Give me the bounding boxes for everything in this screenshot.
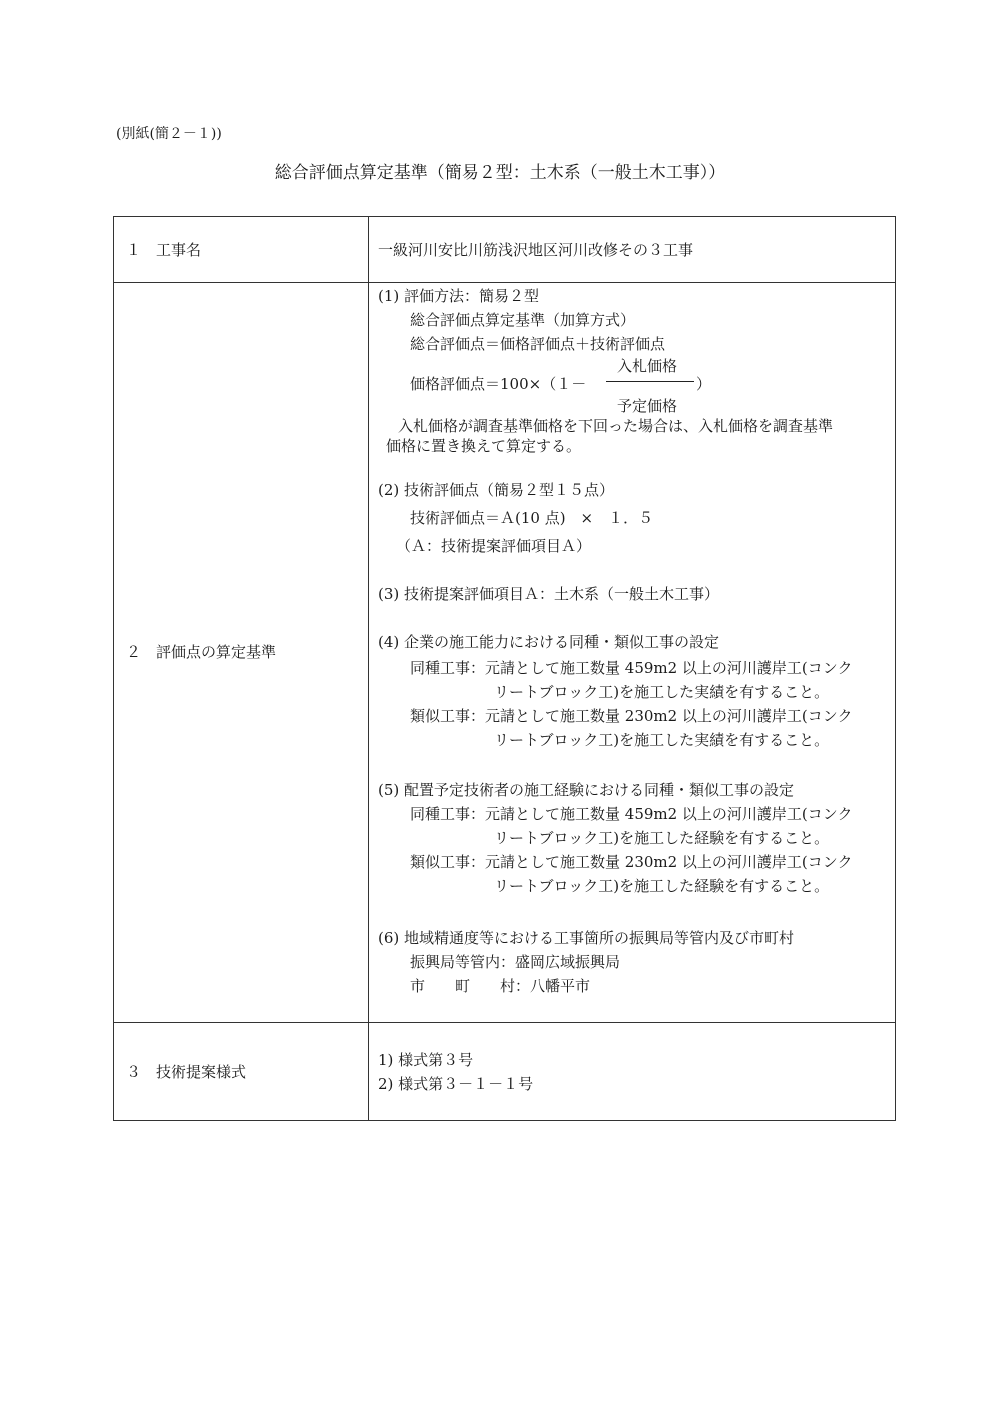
- section-2-line-1: 技術評価点＝Ａ(10 点) × １．５: [410, 509, 654, 527]
- section-5-similar-type-2: リートブロック工)を施工した経験を有すること。: [494, 877, 830, 895]
- row-2-label: ２ 評価点の算定基準: [126, 643, 277, 661]
- section-1-note-2: 価格に置き換えて算定する。: [386, 437, 582, 455]
- table-border-bottom: [113, 1120, 896, 1121]
- section-1-line-1: 総合評価点算定基準（加算方式）: [410, 311, 636, 329]
- section-6-line-2: 市 町 村：八幡平市: [410, 977, 591, 995]
- section-1-note-1: 入札価格が調査基準価格を下回った場合は、入札価格を調査基準: [398, 417, 834, 435]
- section-5-same-type-1: 同種工事：元請として施工数量 459m2 以上の河川護岸工(コンク: [410, 805, 853, 823]
- section-5-similar-type-1: 類似工事：元請として施工数量 230m2 以上の河川護岸工(コンク: [410, 853, 853, 871]
- section-5-heading: (5) 配置予定技術者の施工経験における同種・類似工事の設定: [378, 781, 795, 799]
- table-border-right: [895, 216, 896, 1121]
- section-3-heading: (3) 技術提案評価項目Ａ：土木系（一般土木工事）: [378, 585, 720, 603]
- row-divider-2: [113, 1022, 896, 1023]
- table-border-left: [113, 216, 114, 1121]
- annex-label: (別紙(簡２－１)): [116, 126, 222, 142]
- formula-close-paren: ）: [696, 375, 712, 393]
- proposal-form-item-1: 1) 様式第３号: [378, 1051, 474, 1069]
- formula-denominator: 予定価格: [617, 397, 678, 415]
- section-4-same-type-1: 同種工事：元請として施工数量 459m2 以上の河川護岸工(コンク: [410, 659, 853, 677]
- section-2-line-2: （Ａ：技術提案評価項目Ａ）: [396, 537, 592, 555]
- section-4-same-type-2: リートブロック工)を施工した実績を有すること。: [494, 683, 830, 701]
- row-1-content: 一級河川安比川筋浅沢地区河川改修その３工事: [378, 241, 694, 259]
- section-4-similar-type-2: リートブロック工)を施工した実績を有すること。: [494, 731, 830, 749]
- section-1-heading: (1) 評価方法：簡易２型: [378, 287, 540, 305]
- section-5-same-type-2: リートブロック工)を施工した経験を有すること。: [494, 829, 830, 847]
- document-title: 総合評価点算定基準（簡易２型：土木系（一般土木工事））: [274, 163, 726, 183]
- section-4-heading: (4) 企業の施工能力における同種・類似工事の設定: [378, 633, 720, 651]
- formula-numerator: 入札価格: [617, 357, 678, 375]
- row-1-label: １ 工事名: [126, 241, 202, 259]
- formula-lhs: 価格評価点＝100×（１－: [410, 375, 587, 393]
- row-divider-1: [113, 282, 896, 283]
- proposal-form-item-2: 2) 様式第３－１－１号: [378, 1075, 534, 1093]
- section-2-heading: (2) 技術評価点（簡易２型１５点）: [378, 481, 615, 499]
- fraction-bar: [606, 381, 694, 382]
- column-divider: [368, 216, 369, 1121]
- row-3-label: ３ 技術提案様式: [126, 1063, 247, 1081]
- section-6-heading: (6) 地域精通度等における工事箇所の振興局等管内及び市町村: [378, 929, 795, 947]
- section-4-similar-type-1: 類似工事：元請として施工数量 230m2 以上の河川護岸工(コンク: [410, 707, 853, 725]
- table-border-top: [113, 216, 896, 217]
- section-1-line-2: 総合評価点＝価格評価点＋技術評価点: [410, 335, 666, 353]
- section-6-line-1: 振興局等管内：盛岡広域振興局: [410, 953, 621, 971]
